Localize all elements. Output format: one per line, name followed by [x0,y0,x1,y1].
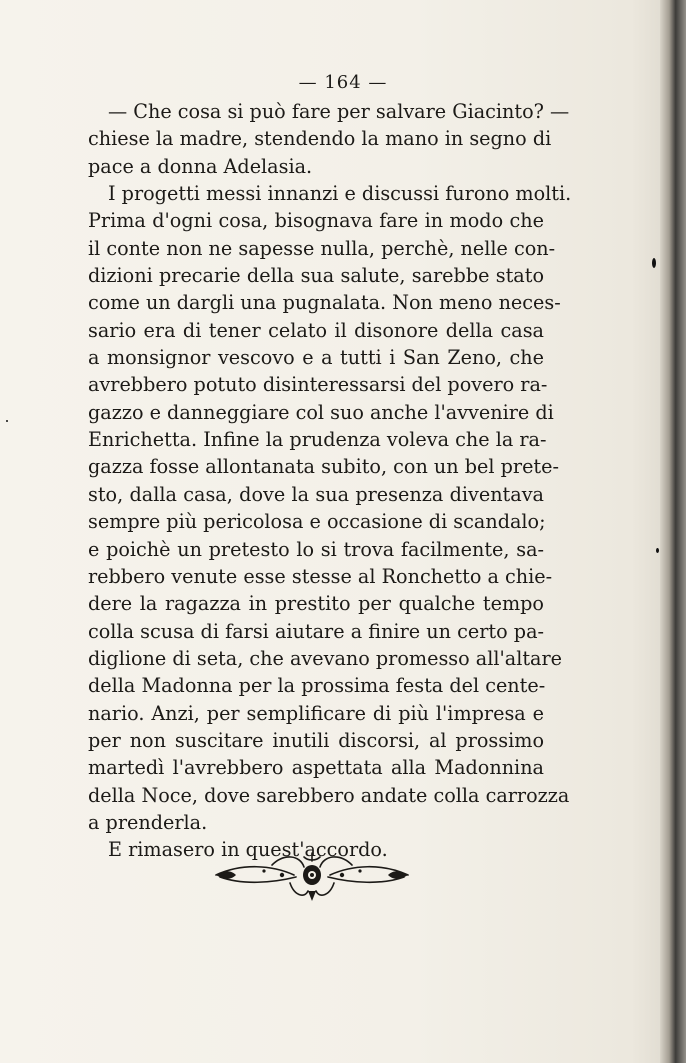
floral-tailpiece-icon [212,845,412,905]
text-line: martedì l'avrebbero aspettata alla Madonnina [88,756,544,780]
text-line: — Che cosa si può fare per salvare Giacinto? — [108,100,570,123]
text-line: avrebbero potuto disinteressarsi del povero ra- [88,373,548,397]
ink-speck [656,548,659,553]
ink-speck [652,258,656,268]
page-edge-shadow [660,0,686,1063]
text-line: sto, dalla casa, dove la sua presenza diventava [88,482,544,506]
text-line: sario era di tener celato il disonore della casa [88,318,544,342]
body-text [88,98,572,864]
text-line: Prima d'ogni cosa, bisognava fare in modo che [88,209,544,233]
text-line: gazzo e danneggiare col suo anche l'avvenire di [88,400,554,424]
text-line: il conte non ne sapesse nulla, perchè, nelle con- [88,236,556,260]
text-line: dere la ragazza in prestito per qualche tempo [88,592,544,616]
text-line: diglione di seta, che avevano promesso all'altare [88,646,563,670]
text-line: come un dargli una pugnalata. Non meno neces- [88,291,561,315]
text-line: I progetti messi innanzi e discussi furono molti. [108,182,572,206]
text-line: E rimasero in quest'accordo. [108,838,388,862]
text-line: della Noce, dove sarebbero andate colla carrozza [88,783,570,807]
page-number: — 164 — [298,72,388,93]
text-line: pace a donna Adelasia. [88,154,313,178]
text-line: chiese la madre, stendendo la mano in segno di [88,127,552,151]
text-line: nario. Anzi, per semplificare di più l'impresa e [88,701,544,725]
text-line: della Madonna per la prossima festa del cente- [88,674,546,698]
text-line: sempre più pericolosa e occasione di scandalo; [88,510,546,534]
text-line: per non suscitare inutili discorsi, al prossimo [88,728,544,752]
text-line: rebbero venute esse stesse al Ronchetto a chie- [88,564,553,588]
text-line: gazza fosse allontanata subito, con un bel prete- [88,455,559,479]
text-line: a monsignor vescovo e a tutti i San Zeno, che [88,346,544,370]
text-line: colla scusa di farsi aiutare a finire un certo pa- [88,619,544,643]
text-line: Enrichetta. Infine la prudenza voleva che la ra- [88,428,547,452]
text-line: dizioni precarie della sua salute, sarebbe stato [88,264,544,288]
ink-speck [6,420,8,422]
text-line: a prenderla. [88,810,208,834]
text-line: e poichè un pretesto lo si trova facilmente, sa- [88,537,544,561]
